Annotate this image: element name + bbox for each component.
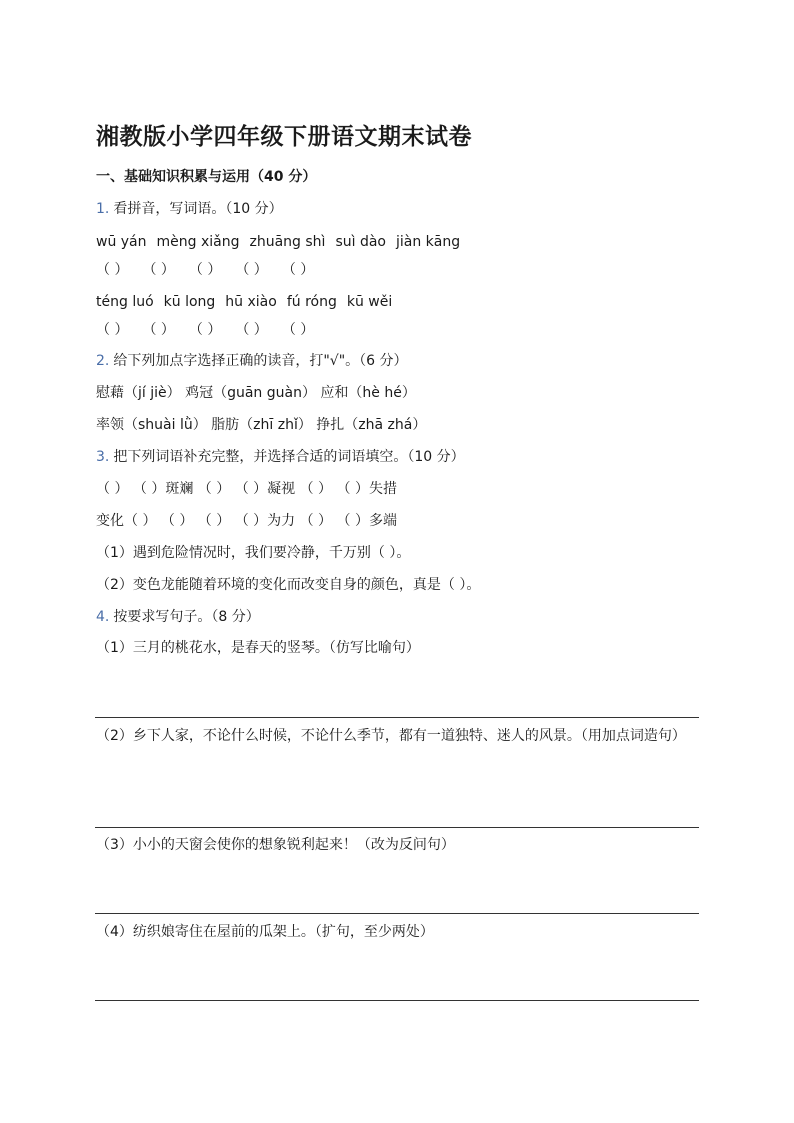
question-text: 给下列加点字选择正确的读音，打"√"。（6 分） bbox=[113, 353, 408, 369]
answer-blank[interactable]: （ ） bbox=[235, 322, 268, 338]
answer-blank[interactable]: （ ） bbox=[281, 322, 315, 338]
question-number: 4. bbox=[96, 609, 110, 625]
pinyin-item: hū xiào bbox=[225, 294, 277, 310]
question-text: 按要求写句子。（8 分） bbox=[113, 609, 260, 625]
answer-blanks-row-1 bbox=[96, 261, 328, 279]
pinyin-item: mèng xiǎng bbox=[156, 234, 240, 250]
answer-blank[interactable]: （ ） bbox=[235, 262, 268, 278]
answer-blank[interactable]: （ ） bbox=[188, 262, 222, 278]
fill-sentence-2: （2）变色龙能随着环境的变化而改变自身的颜色，真是（ ）。 bbox=[96, 577, 481, 593]
pinyin-item: téng luó bbox=[96, 294, 154, 310]
rewrite-sentence-3: （3）小小的天窗会使你的想象锐利起来！（改为反问句） bbox=[96, 837, 455, 853]
rewrite-sentence-4: （4）纺织娘寄住在屋前的瓜架上。（扩句，至少两处） bbox=[96, 924, 434, 940]
answer-blank[interactable]: （ ） bbox=[281, 262, 315, 278]
answer-blank[interactable]: （ ） bbox=[142, 322, 175, 338]
question-4 bbox=[96, 608, 260, 626]
question-text: 把下列词语补充完整，并选择合适的词语填空。（10 分） bbox=[113, 449, 465, 465]
fill-sentence-1: （1）遇到危险情况时，我们要冷静，千万别（ ）。 bbox=[96, 545, 411, 561]
question-number: 1. bbox=[96, 201, 110, 217]
pinyin-row-1 bbox=[96, 233, 470, 251]
question-1 bbox=[96, 200, 283, 218]
page-title: 湘教版小学四年级下册语文期末试卷 bbox=[96, 124, 472, 150]
pinyin-item: fú róng bbox=[286, 294, 337, 310]
question-number: 3. bbox=[96, 449, 110, 465]
pronunciation-line-1: 慰藉（jí jiè） 鸡冠（guān guàn） 应和（hè hé） bbox=[96, 385, 416, 401]
question-number: 2. bbox=[96, 353, 110, 369]
question-2 bbox=[96, 352, 408, 370]
pinyin-item: wū yán bbox=[96, 234, 147, 250]
rewrite-sentence-2: （2）乡下人家，不论什么时候，不论什么季节，都有一道独特、迷人的风景。（用加点词造句） bbox=[96, 728, 686, 744]
pinyin-item: kū wěi bbox=[346, 294, 393, 310]
idiom-line-2: 变化（ ） （ ） （ ） （ ）为力 （ ） （ ）多端 bbox=[96, 513, 397, 529]
question-3 bbox=[96, 448, 465, 466]
answer-blank[interactable]: （ ） bbox=[188, 322, 222, 338]
section-heading-1: 一、基础知识积累与运用（40 分） bbox=[96, 169, 317, 185]
answer-blank[interactable]: （ ） bbox=[142, 262, 175, 278]
pinyin-item: jiàn kāng bbox=[396, 234, 461, 250]
question-text: 看拼音，写词语。（10 分） bbox=[113, 201, 283, 217]
pinyin-item: zhuāng shì bbox=[249, 234, 326, 250]
pinyin-item: kū long bbox=[163, 294, 216, 310]
answer-blank[interactable]: （ ） bbox=[96, 262, 129, 278]
pinyin-item: suì dào bbox=[335, 234, 386, 250]
answer-line-3[interactable] bbox=[95, 913, 699, 914]
pronunciation-line-2: 率领（shuài lǜ） 脂肪（zhī zhǐ） 挣扎（zhā zhá） bbox=[96, 417, 427, 433]
answer-blanks-row-2 bbox=[96, 321, 328, 339]
rewrite-sentence-1: （1）三月的桃花水，是春天的竖琴。（仿写比喻句） bbox=[96, 640, 420, 656]
idiom-line-1: （ ） （ ）斑斓 （ ） （ ）凝视 （ ） （ ）失措 bbox=[96, 481, 397, 497]
pinyin-row-2 bbox=[96, 293, 402, 311]
answer-line-2[interactable] bbox=[95, 827, 699, 828]
answer-line-4[interactable] bbox=[95, 1000, 699, 1001]
answer-line-1[interactable] bbox=[95, 717, 699, 718]
answer-blank[interactable]: （ ） bbox=[96, 322, 129, 338]
